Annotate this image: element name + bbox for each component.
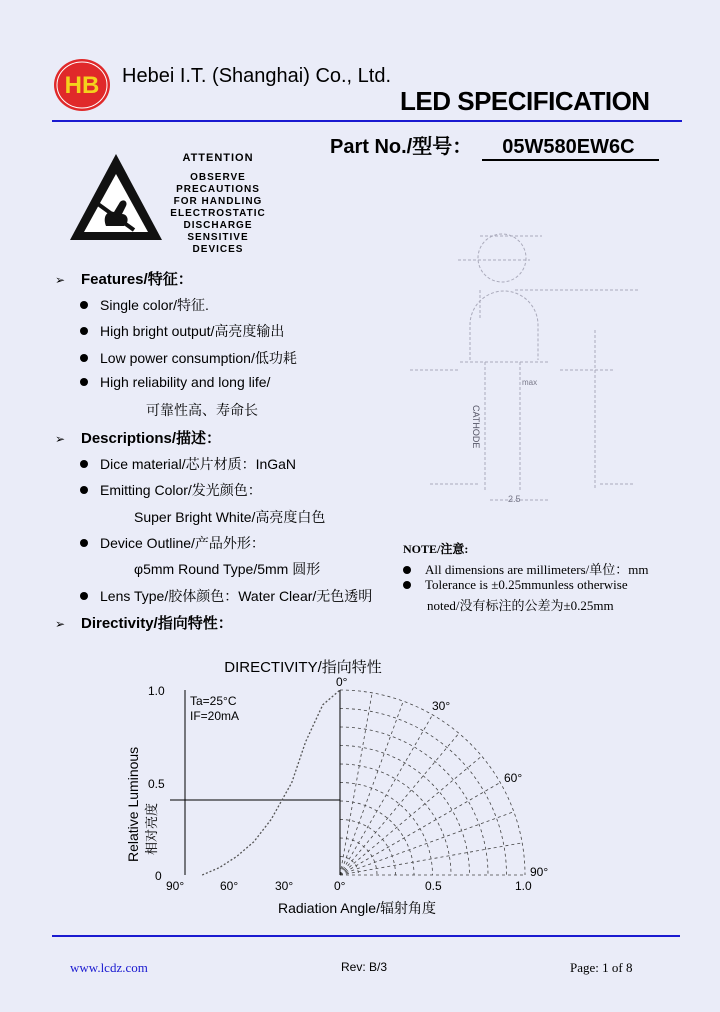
condition-temp: Ta=25°C <box>190 694 237 708</box>
descriptions-heading: ➢ Descriptions/描述： <box>55 430 222 447</box>
attention-line: DEVICES <box>192 244 244 255</box>
company-logo <box>52 57 112 113</box>
drawing-label-pitch: 2.5 <box>508 494 521 504</box>
emitting-color-value: Super Bright White/高亮度白色 <box>134 509 326 525</box>
note-continuation: noted/没有标注的公差为±0.25mm <box>427 598 614 613</box>
attention-line: SENSITIVE <box>187 232 249 243</box>
angle-tick-label: 30° <box>275 879 294 893</box>
part-number-row <box>330 130 659 161</box>
lens-type: Lens Type/胶体颜色：Water Clear/无色透明 <box>80 586 372 606</box>
bullet-icon <box>80 486 88 494</box>
bullet-icon <box>80 539 88 547</box>
feature-continuation: 可靠性高、寿命长 <box>146 402 258 418</box>
website-link[interactable]: www.lcdz.com <box>70 960 148 975</box>
condition-current: IF=20mA <box>190 709 240 723</box>
page-title: LED SPECIFICATION <box>400 86 650 116</box>
note-heading: NOTE/注意: <box>403 542 469 556</box>
feature-item: High reliability and long life/ <box>80 374 270 390</box>
polar-grid-arc <box>340 801 414 875</box>
feature-item: Single color/特征. <box>80 295 209 315</box>
polar-grid-radial <box>340 783 500 876</box>
polar-label: 60° <box>504 771 523 785</box>
part-number-label: Part No./型号： <box>330 136 473 158</box>
attention-heading: ATTENTION <box>182 152 254 164</box>
angle-tick-label: 90° <box>166 879 185 893</box>
y-tick-label: 0 <box>155 869 162 883</box>
bullet-icon <box>80 301 88 309</box>
polar-grid-arc <box>340 746 470 876</box>
features-heading: ➢ Features/特征： <box>55 271 193 288</box>
x-axis-label: Radiation Angle/辐射角度 <box>278 900 436 916</box>
polar-grid-radial <box>340 701 403 875</box>
y-tick-label: 0.5 <box>148 777 165 791</box>
footer-divider <box>52 935 680 937</box>
radial-tick-label: 1.0 <box>515 879 532 893</box>
bullet-icon <box>80 460 88 468</box>
polar-grid-arc <box>340 820 396 876</box>
y-axis-label-cn: 相对亮度 <box>144 802 159 855</box>
drawing-label-max: max <box>522 378 538 387</box>
bullet-icon <box>80 354 88 362</box>
logo-text: HB <box>64 72 100 99</box>
directivity-chart <box>110 650 580 925</box>
polar-label: 30° <box>432 699 451 713</box>
bullet-icon <box>403 581 411 589</box>
bullet-icon <box>80 592 88 600</box>
radial-tick-label: 0.5 <box>425 879 442 893</box>
attention-line: FOR HANDLING <box>173 196 263 207</box>
arrow-icon: ➢ <box>55 273 66 287</box>
revision: Rev: B/3 <box>341 960 388 974</box>
feature-item: High bright output/高亮度输出 <box>80 321 284 341</box>
device-outline-value: φ5mm Round Type/5mm 圆形 <box>134 561 321 577</box>
drawing-label-cathode: CATHODE <box>471 405 481 449</box>
note-item: All dimensions are millimeters/单位：mm <box>403 559 649 578</box>
chart-title: DIRECTIVITY/指向特性 <box>224 659 382 676</box>
polar-grid-radial <box>340 756 482 875</box>
part-number-value: 05W580EW6C <box>482 136 658 161</box>
bullet-icon <box>80 378 88 386</box>
polar-label: 90° <box>530 865 549 879</box>
polar-grid-radial <box>340 733 459 875</box>
angle-tick-label: 60° <box>220 879 239 893</box>
attention-line: OBSERVE PRECAUTIONS <box>176 172 260 195</box>
angle-tick-label: 0° <box>334 879 346 893</box>
header-divider <box>52 120 682 122</box>
polar-grid-radial <box>340 715 433 875</box>
bullet-icon <box>80 327 88 335</box>
company-name: Hebei I.T. (Shanghai) Co., Ltd. <box>122 65 392 87</box>
y-axis-label: Relative Luminous <box>125 746 141 862</box>
device-outline-label: Device Outline/产品外形： <box>80 533 265 553</box>
polar-grid <box>340 690 525 875</box>
polar-grid-arc <box>340 690 525 875</box>
attention-line: ELECTROSTATIC <box>170 208 266 219</box>
bullet-icon <box>403 566 411 574</box>
polar-label: 0° <box>336 675 348 689</box>
polar-grid-arc <box>340 764 451 875</box>
directivity-heading: ➢ Directivity/指向特性： <box>55 615 233 632</box>
page-number: Page: 1 of 8 <box>570 960 633 975</box>
arrow-icon: ➢ <box>55 617 66 631</box>
dice-material: Dice material/芯片材质：InGaN <box>80 454 296 474</box>
feature-item: Low power consumption/低功耗 <box>80 348 297 368</box>
attention-box <box>148 152 288 256</box>
emitting-color-label: Emitting Color/发光颜色： <box>80 480 262 500</box>
dimension-drawing <box>400 230 680 510</box>
note-item: Tolerance is ±0.25mmunless otherwise <box>403 577 708 593</box>
polar-grid-arc <box>340 709 507 876</box>
arrow-icon: ➢ <box>55 432 66 446</box>
y-tick-label: 1.0 <box>148 684 165 698</box>
attention-line: DISCHARGE <box>183 220 253 231</box>
